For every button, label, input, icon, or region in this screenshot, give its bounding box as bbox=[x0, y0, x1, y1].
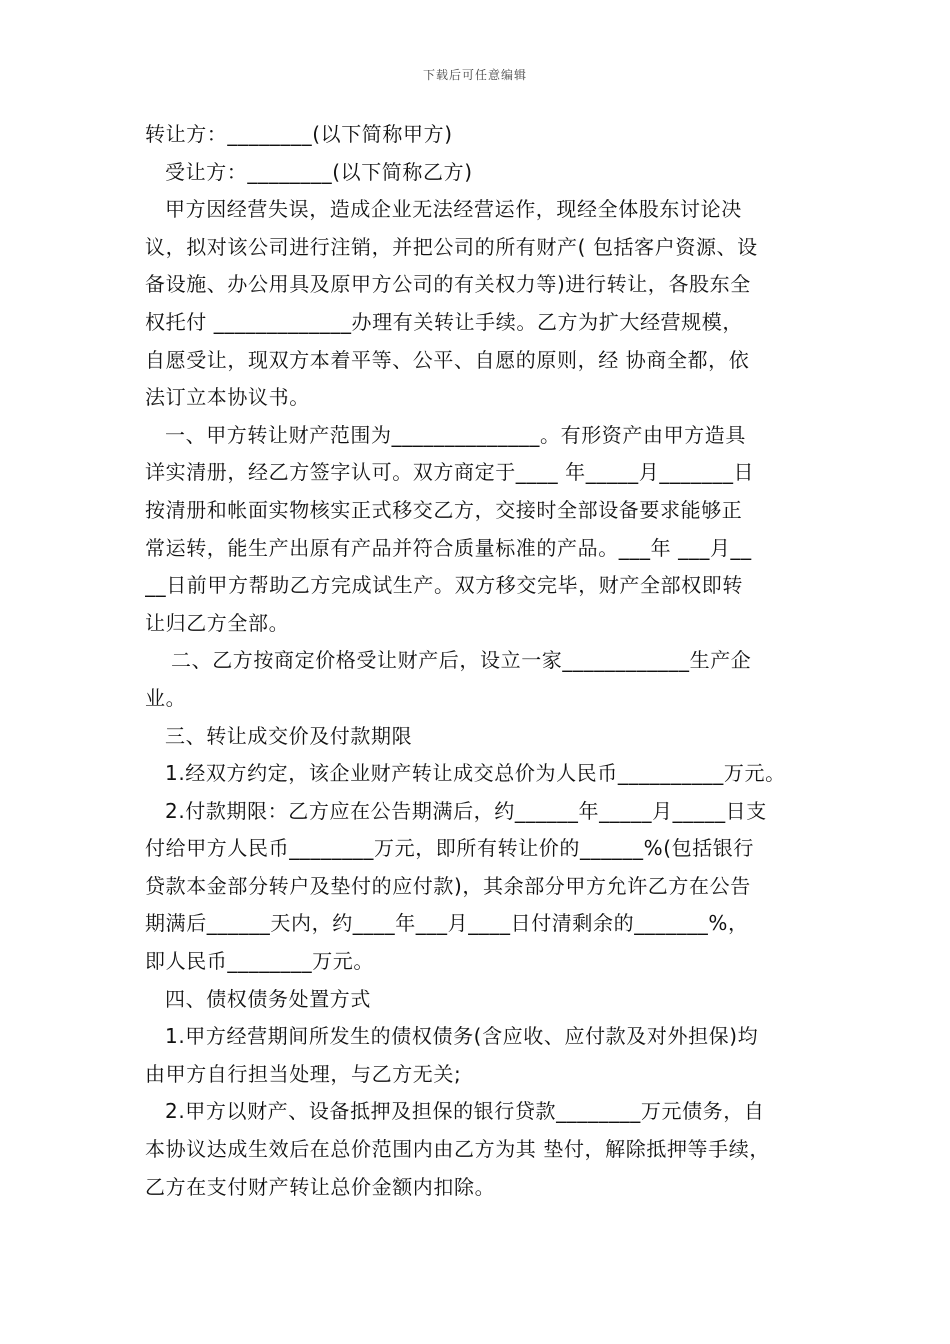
transferor-line: 转让方：________(以下简称甲方) bbox=[145, 122, 453, 146]
section-1-line: 详实清册，经乙方签字认可。双方商定于____ 年_____月_______日 bbox=[145, 460, 755, 485]
section-3-heading: 三、转让成交价及付款期限 bbox=[165, 723, 413, 748]
section-2-line: 业。 bbox=[145, 685, 187, 710]
section-3-item-2: 期满后______天内，约____年___月____日付清剩余的_______%， bbox=[145, 911, 749, 936]
section-3-item-2: 即人民币________万元。 bbox=[145, 949, 374, 974]
section-4-heading: 四、债权债务处置方式 bbox=[165, 986, 371, 1011]
section-3-item-2: 2.付款期限：乙方应在公告期满后，约______年_____月_____日支 bbox=[165, 798, 767, 823]
preamble-line: 甲方因经营失误，造成企业无法经营运作，现经全体股东讨论决 bbox=[165, 197, 742, 222]
section-1-line: 常运转，能生产出原有产品并符合质量标准的产品。___年 ___月__ bbox=[145, 535, 752, 560]
section-3-item-2: 付给甲方人民币________万元，即所有转让价的______%(包括银行 bbox=[145, 836, 755, 861]
section-3-item-2: 贷款本金部分转户及垫付的应付款)，其余部分甲方允许乙方在公告 bbox=[145, 873, 751, 898]
transferee-line: 受让方：________(以下简称乙方) bbox=[165, 159, 473, 184]
document-body bbox=[145, 116, 835, 1206]
section-4-item-2: 2.甲方以财产、设备抵押及担保的银行贷款________万元债务，自 bbox=[165, 1099, 765, 1124]
header-note: 下载后可任意编辑 bbox=[422, 68, 527, 82]
section-4-item-1: 由甲方自行担当处理，与乙方无关; bbox=[145, 1061, 462, 1086]
section-1-line: __日前甲方帮助乙方完成试生产。双方移交完毕，财产全部权即转 bbox=[145, 573, 743, 598]
section-1-line: 按清册和帐面实物核实正式移交乙方，交接时全部设备要求能够正 bbox=[145, 497, 743, 522]
preamble-line: 议，拟对该公司进行注销，并把公司的所有财产( 包括客户资源、设 bbox=[145, 234, 758, 259]
section-4-item-2: 乙方在支付财产转让总价金额内扣除。 bbox=[145, 1174, 496, 1199]
preamble-line: 权托付 _____________办理有关转让手续。乙方为扩大经营规模， bbox=[145, 309, 743, 334]
preamble-line: 自愿受让，现双方本着平等、公平、自愿的原则，经 协商全都，依 bbox=[145, 347, 750, 372]
preamble-line: 法订立本协议书。 bbox=[145, 385, 310, 410]
section-4-item-1: 1.甲方经营期间所发生的债权债务(含应收、应付款及对外担保)均 bbox=[165, 1024, 759, 1049]
section-3-item-1: 1.经双方约定，该企业财产转让成交总价为人民币__________万元。 bbox=[165, 761, 786, 786]
section-4-item-2: 本协议达成生效后在总价范围内由乙方为其 垫付，解除抵押等手续， bbox=[145, 1137, 770, 1162]
section-1-line: 让归乙方全部。 bbox=[145, 610, 290, 635]
section-1-line: 一、甲方转让财产范围为______________。有形资产由甲方造具 bbox=[165, 422, 746, 447]
preamble-line: 备设施、办公用具及原甲方公司的有关权力等)进行转让，各股东全 bbox=[145, 272, 751, 297]
section-2-line: 二、乙方按商定价格受让财产后，设立一家____________生产企 bbox=[171, 648, 752, 673]
